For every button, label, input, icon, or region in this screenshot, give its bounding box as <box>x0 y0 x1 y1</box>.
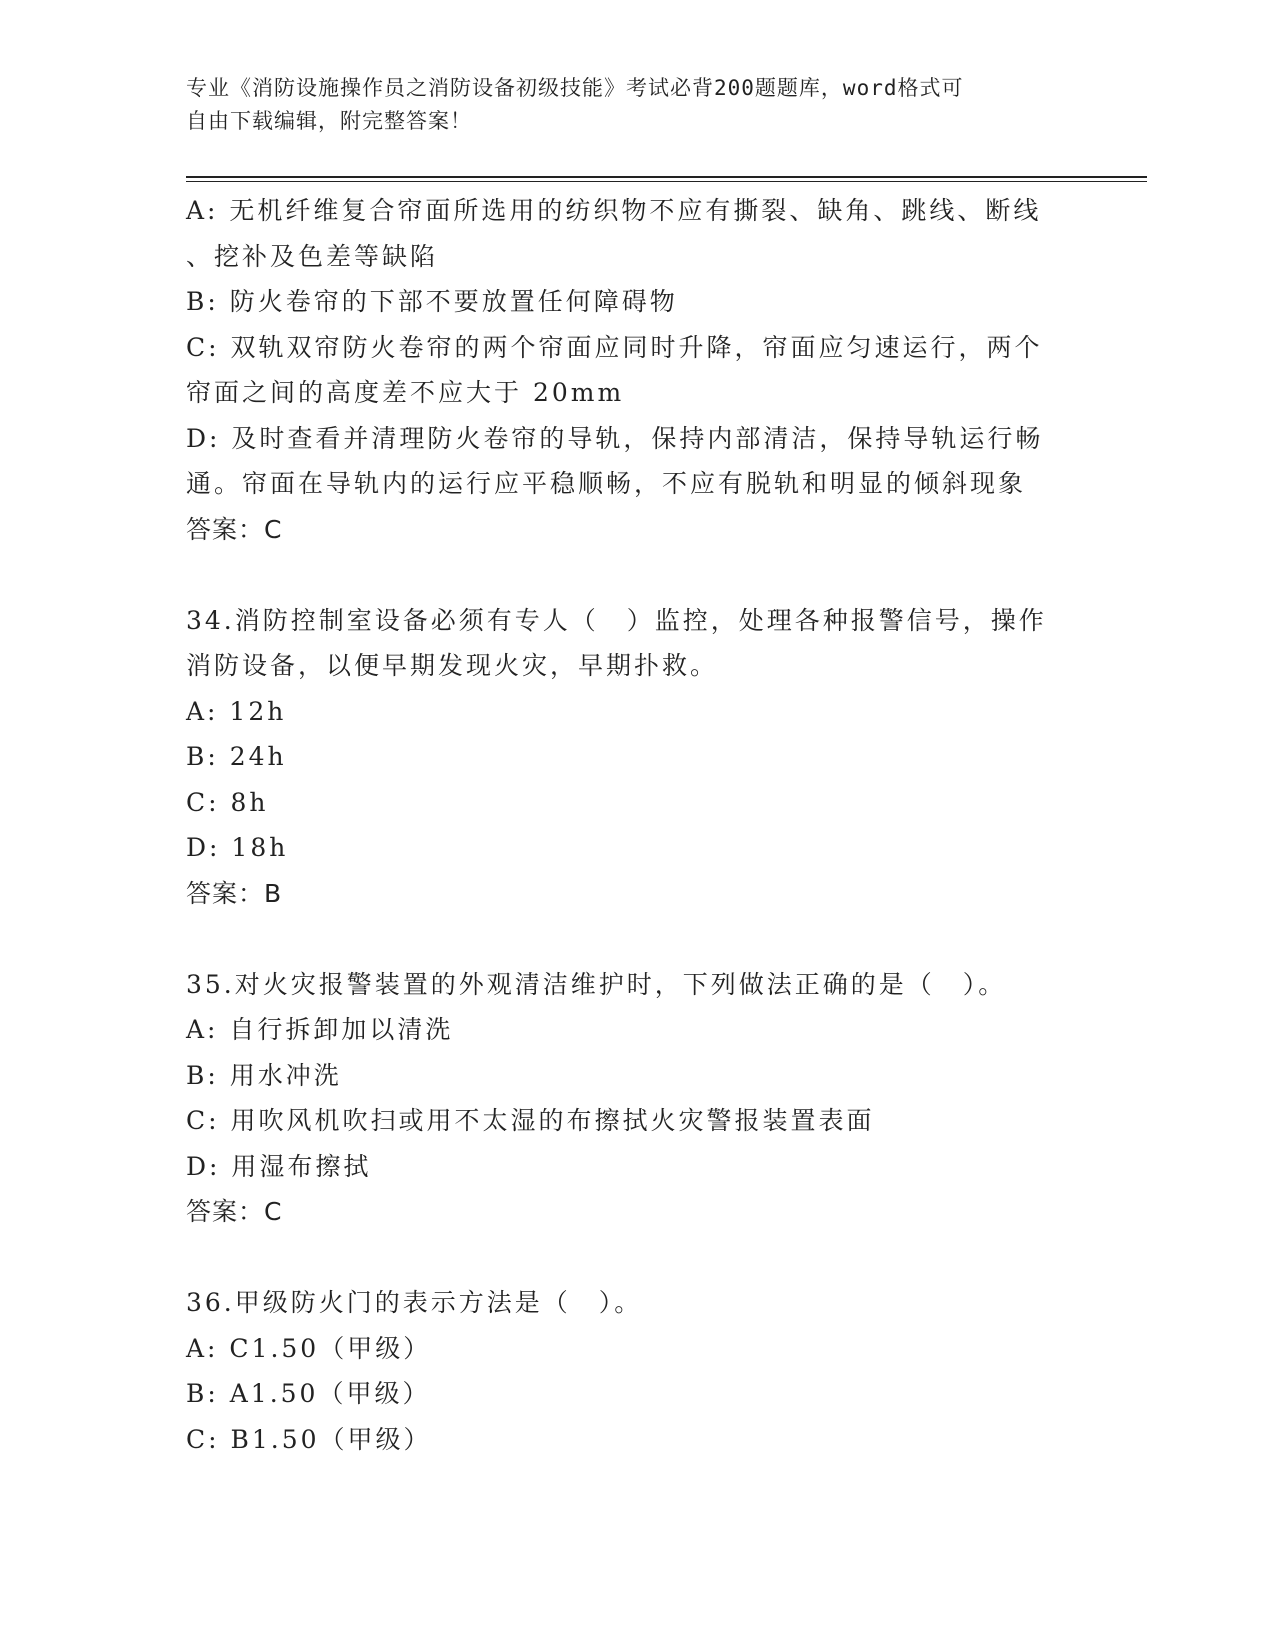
option-a: A: 12h <box>186 696 287 726</box>
option-b: B: 防火卷帘的下部不要放置任何障碍物 <box>186 287 678 316</box>
header-line-1: 专业《消防设施操作员之消防设备初级技能》考试必背200题题库，word格式可 <box>186 76 964 100</box>
question-stem-line-1: 34.消防控制室设备必须有专人（ ）监控，处理各种报警信号，操作 <box>186 605 1047 635</box>
option-d: D: 用湿布擦拭 <box>186 1151 372 1181</box>
option-c: C: 用吹风机吹扫或用不太湿的布擦拭火灾警报装置表面 <box>186 1106 875 1135</box>
answer: 答案：C <box>186 514 283 544</box>
option-a-line-1: A: 无机纤维复合帘面所选用的纺织物不应有撕裂、缺角、跳线、断线 <box>186 196 1042 225</box>
question-34 <box>186 598 1086 917</box>
spacer <box>186 1235 1086 1281</box>
option-c-line-2: 帘面之间的高度差不应大于 20mm <box>186 378 625 407</box>
question-stem: 36.甲级防火门的表示方法是（ ）。 <box>186 1288 643 1317</box>
question-stem-line-2: 消防设备，以便早期发现火灾，早期扑救。 <box>186 651 719 680</box>
question-stem: 35.对火灾报警装置的外观清洁维护时，下列做法正确的是（ ）。 <box>186 969 1007 999</box>
header-rule-thick <box>186 176 1147 178</box>
answer: 答案：B <box>186 878 283 908</box>
option-c: C: 8h <box>186 787 269 817</box>
question-35 <box>186 962 1086 1235</box>
option-b: B: 24h <box>186 742 287 771</box>
option-a: A: 自行拆卸加以清洗 <box>186 1015 454 1044</box>
header-rule-thin <box>186 181 1147 182</box>
question-list <box>186 188 1086 1462</box>
header-line-2: 自由下载编辑，附完整答案！ <box>186 109 472 133</box>
option-d: D: 18h <box>186 833 289 862</box>
option-b: B: A1.50（甲级） <box>186 1379 431 1408</box>
option-a: A: C1.50（甲级） <box>186 1333 432 1363</box>
spacer <box>186 916 1086 962</box>
document-header <box>186 72 1086 138</box>
option-c-line-1: C: 双轨双帘防火卷帘的两个帘面应同时升降，帘面应匀速运行，两个 <box>186 332 1043 362</box>
spacer <box>186 552 1086 598</box>
option-d-line-1: D: 及时查看并清理防火卷帘的导轨，保持内部清洁，保持导轨运行畅 <box>186 423 1044 453</box>
question-36 <box>186 1280 1086 1462</box>
option-a-line-2: 、挖补及色差等缺陷 <box>186 241 439 271</box>
question-33 <box>186 188 1086 552</box>
option-b: B: 用水冲洗 <box>186 1060 342 1090</box>
option-c: C: B1.50（甲级） <box>186 1424 432 1454</box>
answer: 答案：C <box>186 1197 283 1226</box>
option-d-line-2: 通。帘面在导轨内的运行应平稳顺畅，不应有脱轨和明显的倾斜现象 <box>186 469 1027 498</box>
